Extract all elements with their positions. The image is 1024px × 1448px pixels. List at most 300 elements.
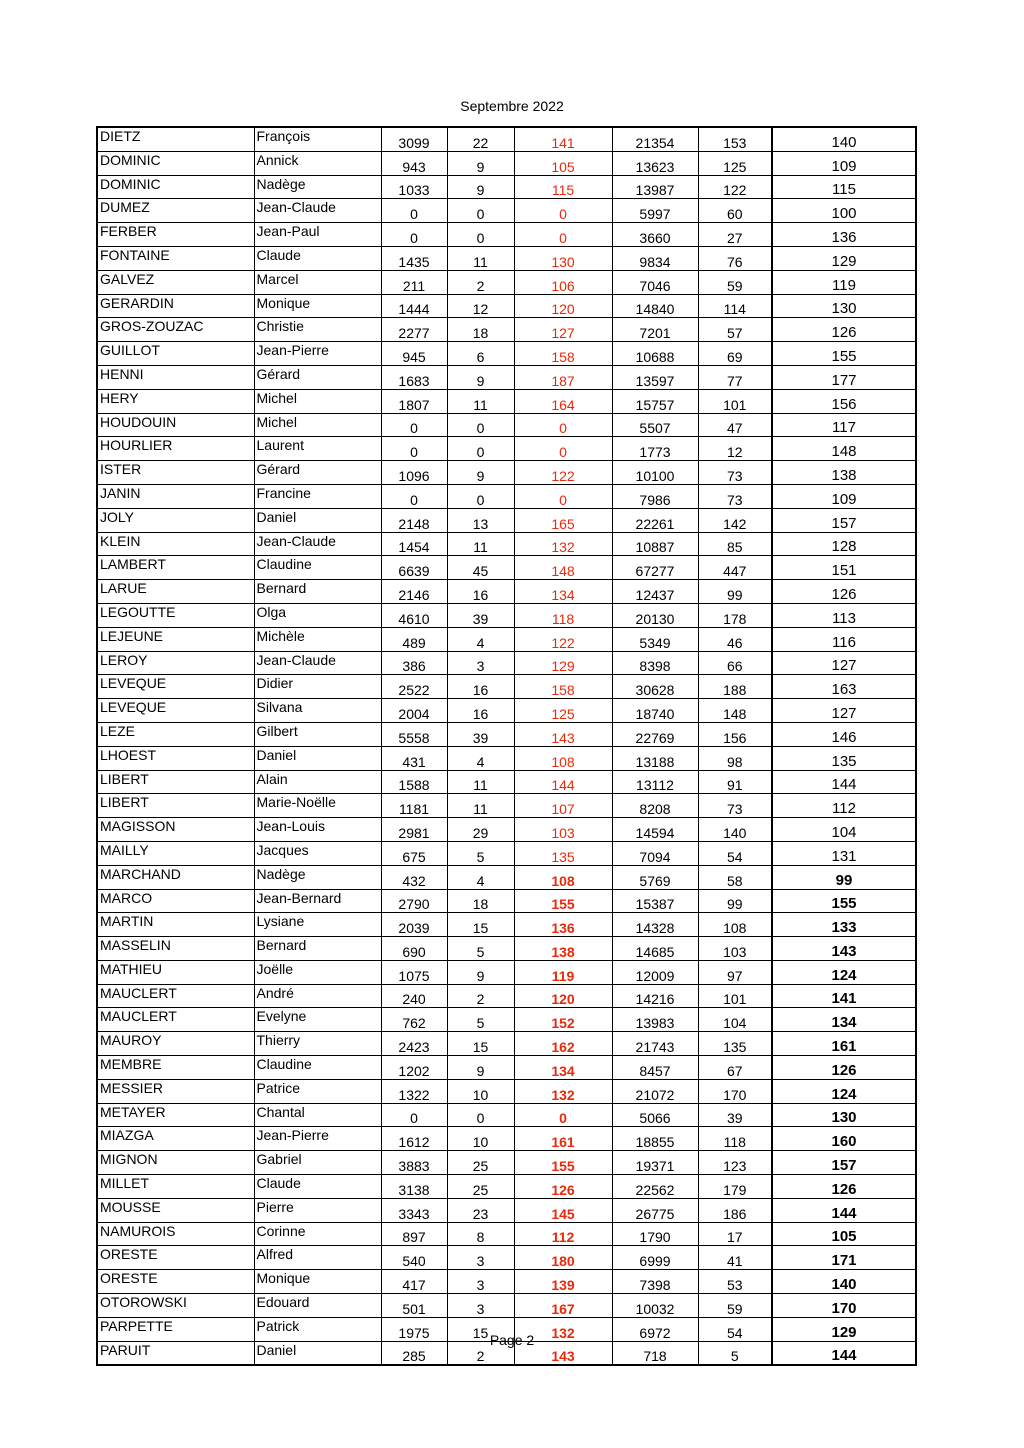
- cell-points: 0: [381, 437, 447, 461]
- cell-overall-average: 128: [772, 532, 916, 556]
- cell-total-games: 54: [698, 841, 772, 865]
- cell-first-name: Claude: [254, 1175, 381, 1199]
- table-row: [97, 127, 916, 151]
- cell-points: 1033: [381, 175, 447, 199]
- cell-points: 2790: [381, 889, 447, 913]
- table-row: [97, 889, 916, 913]
- cell-total-games: 73: [698, 794, 772, 818]
- cell-overall-average: 104: [772, 818, 916, 842]
- cell-total-games: 188: [698, 675, 772, 699]
- cell-average: 0: [514, 437, 612, 461]
- table-row: [97, 627, 916, 651]
- table-row: [97, 580, 916, 604]
- cell-games: 15: [447, 1317, 514, 1341]
- cell-points: 3138: [381, 1175, 447, 1199]
- cell-total-games: 46: [698, 627, 772, 651]
- cell-first-name: Gabriel: [254, 1151, 381, 1175]
- cell-first-name: Gérard: [254, 461, 381, 485]
- cell-first-name: Daniel: [254, 508, 381, 532]
- cell-games: 9: [447, 151, 514, 175]
- cell-points: 0: [381, 484, 447, 508]
- cell-overall-average: 134: [772, 1008, 916, 1032]
- cell-games: 0: [447, 1103, 514, 1127]
- cell-average: 107: [514, 794, 612, 818]
- cell-average: 152: [514, 1008, 612, 1032]
- cell-overall-average: 157: [772, 1151, 916, 1175]
- cell-overall-average: 124: [772, 1079, 916, 1103]
- cell-first-name: Patrice: [254, 1079, 381, 1103]
- cell-points: 240: [381, 984, 447, 1008]
- cell-total-points: 7046: [612, 270, 698, 294]
- cell-average: 141: [514, 127, 612, 151]
- cell-average: 115: [514, 175, 612, 199]
- cell-overall-average: 144: [772, 770, 916, 794]
- cell-first-name: Jean-Pierre: [254, 342, 381, 366]
- cell-overall-average: 177: [772, 365, 916, 389]
- cell-overall-average: 140: [772, 1270, 916, 1294]
- cell-games: 18: [447, 889, 514, 913]
- cell-points: 1588: [381, 770, 447, 794]
- cell-overall-average: 156: [772, 389, 916, 413]
- cell-total-games: 153: [698, 127, 772, 151]
- cell-total-games: 148: [698, 699, 772, 723]
- table-row: [97, 223, 916, 247]
- cell-average: 158: [514, 342, 612, 366]
- cell-overall-average: 136: [772, 223, 916, 247]
- cell-games: 15: [447, 913, 514, 937]
- cell-last-name: MEMBRE: [97, 1056, 254, 1080]
- cell-points: 489: [381, 627, 447, 651]
- cell-last-name: ORESTE: [97, 1270, 254, 1294]
- cell-points: 211: [381, 270, 447, 294]
- table-row: [97, 532, 916, 556]
- cell-average: 143: [514, 722, 612, 746]
- cell-overall-average: 105: [772, 1222, 916, 1246]
- cell-total-games: 41: [698, 1246, 772, 1270]
- cell-points: 5558: [381, 722, 447, 746]
- cell-overall-average: 155: [772, 342, 916, 366]
- table-row: [97, 1079, 916, 1103]
- cell-points: 690: [381, 937, 447, 961]
- cell-total-points: 15387: [612, 889, 698, 913]
- cell-points: 4610: [381, 603, 447, 627]
- cell-points: 2146: [381, 580, 447, 604]
- cell-games: 4: [447, 865, 514, 889]
- cell-last-name: DIETZ: [97, 127, 254, 151]
- cell-average: 120: [514, 984, 612, 1008]
- cell-overall-average: 100: [772, 199, 916, 223]
- cell-total-games: 69: [698, 342, 772, 366]
- cell-games: 11: [447, 770, 514, 794]
- cell-last-name: LARUE: [97, 580, 254, 604]
- cell-games: 22: [447, 127, 514, 151]
- table-row: [97, 651, 916, 675]
- cell-total-games: 118: [698, 1127, 772, 1151]
- cell-total-points: 14685: [612, 937, 698, 961]
- cell-points: 1612: [381, 1127, 447, 1151]
- cell-total-points: 10100: [612, 461, 698, 485]
- cell-overall-average: 116: [772, 627, 916, 651]
- table-row: [97, 1175, 916, 1199]
- cell-overall-average: 99: [772, 865, 916, 889]
- cell-first-name: Jean-Pierre: [254, 1127, 381, 1151]
- cell-games: 11: [447, 389, 514, 413]
- cell-overall-average: 130: [772, 294, 916, 318]
- cell-first-name: Jean-Claude: [254, 532, 381, 556]
- table-row: [97, 1270, 916, 1294]
- table-row: [97, 1127, 916, 1151]
- cell-overall-average: 126: [772, 318, 916, 342]
- cell-average: 132: [514, 532, 612, 556]
- cell-overall-average: 126: [772, 580, 916, 604]
- cell-games: 5: [447, 1008, 514, 1032]
- cell-average: 132: [514, 1317, 612, 1341]
- cell-games: 10: [447, 1079, 514, 1103]
- cell-first-name: Claudine: [254, 556, 381, 580]
- cell-total-points: 5769: [612, 865, 698, 889]
- cell-total-points: 67277: [612, 556, 698, 580]
- cell-overall-average: 127: [772, 699, 916, 723]
- table-row: [97, 1151, 916, 1175]
- cell-last-name: MAGISSON: [97, 818, 254, 842]
- cell-total-points: 13987: [612, 175, 698, 199]
- cell-total-points: 21743: [612, 1032, 698, 1056]
- cell-last-name: LIBERT: [97, 794, 254, 818]
- cell-points: 943: [381, 151, 447, 175]
- cell-total-games: 5: [698, 1341, 772, 1365]
- table-row: [97, 746, 916, 770]
- cell-overall-average: 133: [772, 913, 916, 937]
- cell-total-games: 12: [698, 437, 772, 461]
- table-row: [97, 841, 916, 865]
- cell-first-name: Christie: [254, 318, 381, 342]
- table-row: [97, 199, 916, 223]
- cell-total-points: 21072: [612, 1079, 698, 1103]
- cell-games: 9: [447, 461, 514, 485]
- cell-last-name: DOMINIC: [97, 175, 254, 199]
- cell-points: 0: [381, 413, 447, 437]
- cell-total-games: 60: [698, 199, 772, 223]
- cell-total-games: 98: [698, 746, 772, 770]
- cell-first-name: François: [254, 127, 381, 151]
- cell-overall-average: 143: [772, 937, 916, 961]
- cell-games: 16: [447, 675, 514, 699]
- cell-points: 432: [381, 865, 447, 889]
- cell-first-name: Michel: [254, 413, 381, 437]
- table-body: [97, 127, 916, 1365]
- cell-last-name: HERY: [97, 389, 254, 413]
- table-row: [97, 722, 916, 746]
- cell-last-name: LHOEST: [97, 746, 254, 770]
- table-row: [97, 318, 916, 342]
- cell-average: 112: [514, 1222, 612, 1246]
- cell-first-name: Silvana: [254, 699, 381, 723]
- cell-games: 0: [447, 413, 514, 437]
- cell-first-name: Daniel: [254, 746, 381, 770]
- cell-first-name: Jean-Claude: [254, 651, 381, 675]
- table-row: [97, 818, 916, 842]
- cell-total-games: 178: [698, 603, 772, 627]
- cell-total-games: 135: [698, 1032, 772, 1056]
- cell-last-name: LEROY: [97, 651, 254, 675]
- cell-total-points: 7398: [612, 1270, 698, 1294]
- cell-total-points: 30628: [612, 675, 698, 699]
- table-row: [97, 794, 916, 818]
- cell-games: 45: [447, 556, 514, 580]
- cell-first-name: Jacques: [254, 841, 381, 865]
- cell-points: 417: [381, 1270, 447, 1294]
- cell-average: 161: [514, 1127, 612, 1151]
- cell-average: 135: [514, 841, 612, 865]
- cell-games: 11: [447, 246, 514, 270]
- cell-games: 25: [447, 1151, 514, 1175]
- table-row: [97, 175, 916, 199]
- cell-average: 108: [514, 865, 612, 889]
- table-row: [97, 770, 916, 794]
- cell-last-name: GERARDIN: [97, 294, 254, 318]
- cell-first-name: Evelyne: [254, 1008, 381, 1032]
- cell-points: 2148: [381, 508, 447, 532]
- cell-points: 1683: [381, 365, 447, 389]
- cell-points: 762: [381, 1008, 447, 1032]
- cell-last-name: MAILLY: [97, 841, 254, 865]
- cell-last-name: FONTAINE: [97, 246, 254, 270]
- cell-overall-average: 127: [772, 651, 916, 675]
- cell-total-games: 59: [698, 270, 772, 294]
- cell-last-name: HENNI: [97, 365, 254, 389]
- cell-overall-average: 129: [772, 246, 916, 270]
- cell-average: 0: [514, 1103, 612, 1127]
- cell-first-name: Alfred: [254, 1246, 381, 1270]
- cell-average: 136: [514, 913, 612, 937]
- cell-games: 4: [447, 627, 514, 651]
- cell-points: 1807: [381, 389, 447, 413]
- table-row: [97, 1246, 916, 1270]
- cell-total-points: 3660: [612, 223, 698, 247]
- cell-games: 0: [447, 484, 514, 508]
- cell-average: 103: [514, 818, 612, 842]
- cell-games: 39: [447, 722, 514, 746]
- cell-total-points: 8208: [612, 794, 698, 818]
- cell-overall-average: 124: [772, 960, 916, 984]
- cell-last-name: GROS-ZOUZAC: [97, 318, 254, 342]
- cell-average: 125: [514, 699, 612, 723]
- cell-last-name: LEVEQUE: [97, 699, 254, 723]
- cell-games: 2: [447, 270, 514, 294]
- cell-overall-average: 126: [772, 1056, 916, 1080]
- cell-average: 158: [514, 675, 612, 699]
- cell-games: 15: [447, 1032, 514, 1056]
- cell-total-points: 10688: [612, 342, 698, 366]
- cell-first-name: Olga: [254, 603, 381, 627]
- cell-points: 2039: [381, 913, 447, 937]
- cell-last-name: MAUCLERT: [97, 984, 254, 1008]
- cell-points: 1096: [381, 461, 447, 485]
- cell-points: 540: [381, 1246, 447, 1270]
- cell-average: 122: [514, 461, 612, 485]
- cell-total-games: 125: [698, 151, 772, 175]
- cell-average: 187: [514, 365, 612, 389]
- cell-points: 2981: [381, 818, 447, 842]
- cell-total-points: 5997: [612, 199, 698, 223]
- cell-total-points: 26775: [612, 1198, 698, 1222]
- table-row: [97, 1032, 916, 1056]
- cell-total-points: 8457: [612, 1056, 698, 1080]
- cell-first-name: Patrick: [254, 1317, 381, 1341]
- cell-last-name: MESSIER: [97, 1079, 254, 1103]
- cell-points: 1202: [381, 1056, 447, 1080]
- cell-average: 132: [514, 1079, 612, 1103]
- cell-games: 16: [447, 699, 514, 723]
- cell-total-games: 447: [698, 556, 772, 580]
- cell-total-points: 10887: [612, 532, 698, 556]
- cell-first-name: Lysiane: [254, 913, 381, 937]
- cell-total-points: 14216: [612, 984, 698, 1008]
- cell-points: 0: [381, 223, 447, 247]
- cell-total-points: 18740: [612, 699, 698, 723]
- cell-total-games: 101: [698, 389, 772, 413]
- cell-total-points: 10032: [612, 1294, 698, 1318]
- cell-average: 118: [514, 603, 612, 627]
- cell-points: 431: [381, 746, 447, 770]
- cell-overall-average: 131: [772, 841, 916, 865]
- cell-first-name: Gérard: [254, 365, 381, 389]
- table-row: [97, 699, 916, 723]
- cell-first-name: Alain: [254, 770, 381, 794]
- cell-last-name: GALVEZ: [97, 270, 254, 294]
- cell-total-games: 170: [698, 1079, 772, 1103]
- cell-total-games: 53: [698, 1270, 772, 1294]
- cell-games: 9: [447, 175, 514, 199]
- cell-first-name: Nadège: [254, 865, 381, 889]
- cell-total-points: 13112: [612, 770, 698, 794]
- cell-points: 3099: [381, 127, 447, 151]
- cell-first-name: Jean-Bernard: [254, 889, 381, 913]
- cell-total-points: 14594: [612, 818, 698, 842]
- cell-total-points: 21354: [612, 127, 698, 151]
- cell-games: 5: [447, 841, 514, 865]
- cell-average: 155: [514, 889, 612, 913]
- cell-points: 0: [381, 199, 447, 223]
- cell-average: 120: [514, 294, 612, 318]
- cell-total-points: 1773: [612, 437, 698, 461]
- cell-total-points: 12437: [612, 580, 698, 604]
- cell-overall-average: 157: [772, 508, 916, 532]
- cell-total-games: 123: [698, 1151, 772, 1175]
- cell-games: 3: [447, 1246, 514, 1270]
- cell-overall-average: 115: [772, 175, 916, 199]
- cell-total-games: 77: [698, 365, 772, 389]
- cell-total-games: 27: [698, 223, 772, 247]
- cell-total-points: 13188: [612, 746, 698, 770]
- cell-average: 0: [514, 484, 612, 508]
- cell-first-name: Didier: [254, 675, 381, 699]
- cell-games: 4: [447, 746, 514, 770]
- cell-points: 3343: [381, 1198, 447, 1222]
- cell-first-name: Daniel: [254, 1341, 381, 1365]
- cell-total-games: 47: [698, 413, 772, 437]
- cell-total-games: 39: [698, 1103, 772, 1127]
- cell-last-name: KLEIN: [97, 532, 254, 556]
- cell-average: 0: [514, 413, 612, 437]
- cell-last-name: METAYER: [97, 1103, 254, 1127]
- cell-average: 134: [514, 1056, 612, 1080]
- cell-games: 16: [447, 580, 514, 604]
- cell-overall-average: 141: [772, 984, 916, 1008]
- cell-games: 13: [447, 508, 514, 532]
- cell-first-name: Claudine: [254, 1056, 381, 1080]
- cell-last-name: LEJEUNE: [97, 627, 254, 651]
- cell-average: 148: [514, 556, 612, 580]
- cell-first-name: Chantal: [254, 1103, 381, 1127]
- cell-games: 2: [447, 984, 514, 1008]
- cell-overall-average: 119: [772, 270, 916, 294]
- cell-total-games: 17: [698, 1222, 772, 1246]
- cell-total-games: 122: [698, 175, 772, 199]
- cell-first-name: Laurent: [254, 437, 381, 461]
- cell-last-name: LIBERT: [97, 770, 254, 794]
- table-row: [97, 1294, 916, 1318]
- cell-total-points: 12009: [612, 960, 698, 984]
- cell-first-name: Nadège: [254, 175, 381, 199]
- cell-total-points: 13597: [612, 365, 698, 389]
- cell-last-name: PARPETTE: [97, 1317, 254, 1341]
- cell-games: 10: [447, 1127, 514, 1151]
- cell-first-name: Pierre: [254, 1198, 381, 1222]
- cell-average: 119: [514, 960, 612, 984]
- cell-first-name: Joëlle: [254, 960, 381, 984]
- cell-total-games: 99: [698, 889, 772, 913]
- cell-total-points: 22562: [612, 1175, 698, 1199]
- cell-average: 134: [514, 580, 612, 604]
- cell-average: 106: [514, 270, 612, 294]
- cell-games: 12: [447, 294, 514, 318]
- table-row: [97, 342, 916, 366]
- cell-games: 2: [447, 1341, 514, 1365]
- cell-overall-average: 109: [772, 484, 916, 508]
- table-row: [97, 437, 916, 461]
- cell-first-name: Michel: [254, 389, 381, 413]
- cell-games: 6: [447, 342, 514, 366]
- cell-average: 130: [514, 246, 612, 270]
- table-row: [97, 1056, 916, 1080]
- cell-average: 126: [514, 1175, 612, 1199]
- table-row: [97, 484, 916, 508]
- cell-points: 945: [381, 342, 447, 366]
- cell-points: 285: [381, 1341, 447, 1365]
- cell-average: 144: [514, 770, 612, 794]
- cell-total-games: 91: [698, 770, 772, 794]
- table-row: [97, 1103, 916, 1127]
- cell-average: 127: [514, 318, 612, 342]
- cell-first-name: Thierry: [254, 1032, 381, 1056]
- cell-overall-average: 126: [772, 1175, 916, 1199]
- cell-total-games: 108: [698, 913, 772, 937]
- cell-average: 122: [514, 627, 612, 651]
- cell-last-name: PARUIT: [97, 1341, 254, 1365]
- cell-first-name: Jean-Paul: [254, 223, 381, 247]
- cell-points: 1444: [381, 294, 447, 318]
- cell-average: 162: [514, 1032, 612, 1056]
- cell-total-games: 103: [698, 937, 772, 961]
- cell-average: 155: [514, 1151, 612, 1175]
- cell-total-games: 186: [698, 1198, 772, 1222]
- cell-points: 501: [381, 1294, 447, 1318]
- cell-total-points: 14840: [612, 294, 698, 318]
- table-row: [97, 675, 916, 699]
- cell-average: 138: [514, 937, 612, 961]
- cell-last-name: MARCHAND: [97, 865, 254, 889]
